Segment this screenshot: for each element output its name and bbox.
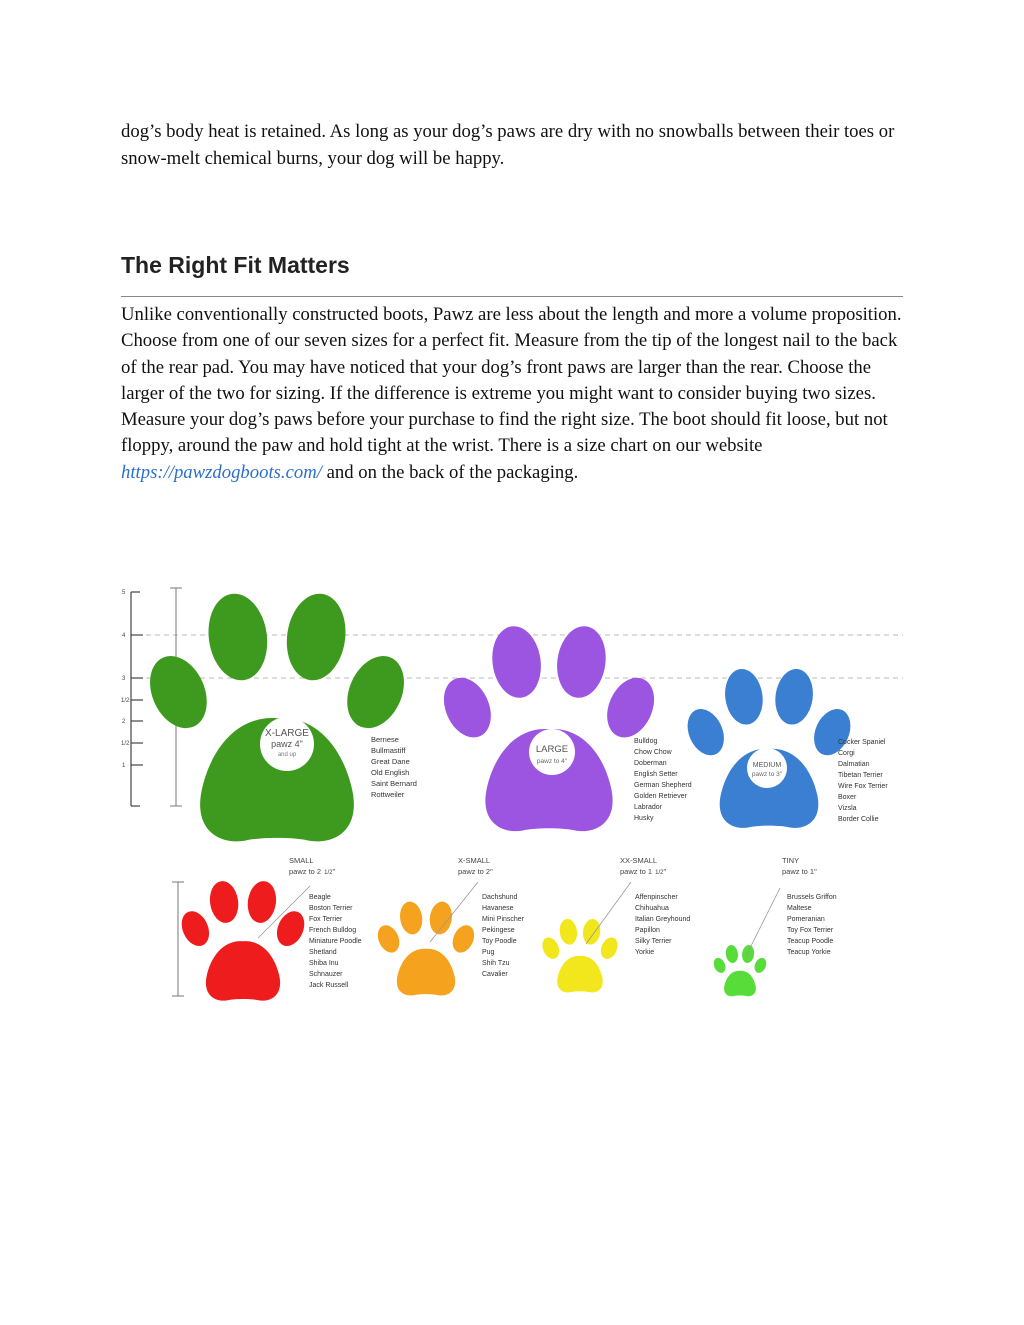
breed-name: Teacup Yorkie (787, 949, 831, 956)
breed-name: Dachshund (482, 894, 518, 901)
breed-name: Miniature Poodle (309, 938, 362, 945)
breed-name: Old English (371, 768, 410, 777)
small-size-range-text: pawz to 2 (289, 867, 322, 876)
xsmall-paw-icon (374, 900, 479, 995)
breed-name: French Bulldog (309, 927, 357, 934)
section-heading: The Right Fit Matters (121, 252, 350, 278)
breed-name: Cavalier (482, 971, 508, 978)
breed-name: Saint Bernard (371, 779, 417, 788)
body-text-part-2: and on the back of the packaging. (321, 461, 579, 483)
breed-name: Toy Fox Terrier (787, 927, 834, 934)
tiny-size-range: pawz to 1" (782, 867, 817, 876)
breed-name: Bulldog (634, 738, 658, 745)
breed-name: Italian Greyhound (635, 916, 691, 923)
breed-name: Fox Terrier (309, 916, 343, 923)
xsmall-size-range: pawz to 2" (458, 867, 493, 876)
breed-name: Boxer (838, 794, 857, 801)
ruler-tick-label: 1 (122, 763, 126, 769)
breed-name: Border Collie (838, 816, 879, 823)
breed-name: Corgi (838, 750, 855, 757)
ruler-labels (121, 590, 130, 769)
small-measure-line (172, 882, 184, 996)
breed-name: Pekingese (482, 927, 515, 934)
tiny-paw-icon (711, 944, 768, 996)
xlarge-paw-icon (139, 590, 415, 842)
breed-name: Pomeranian (787, 916, 825, 923)
breed-name: Mini Pinscher (482, 916, 525, 923)
breed-name: Doberman (634, 760, 667, 767)
xxsmall-size-unit: " (663, 867, 667, 876)
small-size-name: SMALL (289, 856, 314, 865)
body-text-part-1: Unlike conventionally constructed boots, Pawz are less about the length and more a volume proposition. Choose from one of our seven sizes for a perfect fit. Measure from the tip of the longest nail to the back of the rear pad. You may have noticed that your dog’s front paws are larger than the rear. Choose the larger of the two for sizing. If the difference is extreme you might want to consider buying two sizes. Measure your dog’s paws before your purchase to find the right size. The boot should fit loose, but not floppy, around the paw and hold tight at the wrist. There is a size chart on our website (121, 304, 902, 457)
body-paragraph (121, 302, 911, 486)
ruler-tick-label: 2 (122, 719, 126, 725)
breed-name: Brussels Griffon (787, 894, 837, 901)
small-size-fraction: 1/2 (324, 870, 333, 876)
ruler-tick-label: 1/2 (121, 741, 130, 747)
xxsmall-paw-icon (539, 918, 621, 993)
xxsmall-size-fraction: 1/2 (655, 870, 664, 876)
breed-name: Wire Fox Terrier (838, 783, 888, 790)
breed-name: Shih Tzu (482, 960, 510, 967)
ruler-tick-label: 4 (122, 633, 126, 639)
breed-name: Yorkie (635, 949, 655, 956)
xxsmall-pointer-line (586, 882, 631, 944)
breed-name: Pug (482, 949, 495, 956)
breed-name: Cocker Spaniel (838, 739, 886, 746)
breed-name: Schnauzer (309, 971, 343, 978)
breed-name: Affenpinscher (635, 894, 678, 901)
xsmall-breed-list (482, 894, 525, 978)
breed-name: Labrador (634, 804, 663, 811)
large-paw-icon (435, 623, 663, 831)
small-size-unit: " (332, 867, 336, 876)
tiny-breed-list (787, 894, 837, 956)
breed-name: Toy Poodle (482, 938, 517, 945)
breed-name: Shetland (309, 949, 337, 956)
breed-name: Havanese (482, 905, 514, 912)
breed-name: Silky Terrier (635, 938, 672, 945)
large-size-range: pawz to 4" (536, 758, 568, 765)
breed-name: English Setter (634, 771, 678, 778)
xlarge-size-name: X-LARGE (265, 728, 309, 739)
medium-paw-icon (681, 667, 858, 828)
breed-name: Golden Retriever (634, 793, 687, 800)
xxsmall-breed-list (635, 894, 690, 956)
ruler-tick-label: 3 (122, 676, 126, 682)
medium-breed-list (838, 739, 888, 823)
medium-size-name: MEDIUM (752, 762, 782, 769)
xxsmall-size-range (620, 867, 666, 876)
size-ruler (131, 592, 143, 806)
breed-name: Husky (634, 815, 654, 822)
tiny-pointer-line (746, 888, 780, 956)
breed-name: Chihuahua (635, 905, 669, 912)
breed-name: Boston Terrier (309, 905, 353, 912)
breed-name: Jack Russell (309, 982, 349, 989)
small-breed-list (309, 894, 362, 989)
breed-name: Shiba Inu (309, 960, 339, 967)
breed-name: German Shepherd (634, 782, 692, 789)
breed-name: Rottweiler (371, 790, 405, 799)
xlarge-size-note: and up (277, 752, 297, 758)
breed-name: Bullmastiff (371, 746, 406, 755)
breed-name: Chow Chow (634, 749, 672, 756)
ruler-tick-label: 5 (122, 590, 126, 596)
breed-name: Tibetan Terrier (838, 772, 883, 779)
xlarge-breed-list (371, 735, 417, 799)
xlarge-size-range: pawz 4" (271, 739, 303, 749)
breed-name: Maltese (787, 905, 812, 912)
breed-name: Papillon (635, 927, 660, 934)
website-link[interactable]: https://pawzdogboots.com/ (121, 461, 322, 483)
paw-size-chart (118, 580, 908, 1010)
tiny-size-name: TINY (782, 856, 800, 865)
breed-name: Dalmatian (838, 761, 870, 768)
breed-name: Vizsla (838, 805, 857, 812)
breed-name: Teacup Poodle (787, 938, 834, 945)
medium-size-range: pawz to 3" (751, 771, 783, 778)
section-divider (121, 296, 903, 297)
xxsmall-size-range-text: pawz to 1 (620, 867, 653, 876)
large-breed-list (634, 738, 692, 822)
breed-name: Bernese (371, 735, 399, 744)
large-size-name: LARGE (535, 744, 569, 755)
xsmall-size-name: X-SMALL (458, 856, 491, 865)
ruler-tick-label: 1/2 (121, 698, 130, 704)
breed-name: Beagle (309, 894, 331, 901)
xxsmall-size-name: XX-SMALL (620, 856, 658, 865)
breed-name: Great Dane (371, 757, 410, 766)
small-paw-icon (176, 879, 309, 1000)
intro-paragraph: dog’s body heat is retained. As long as your dog’s paws are dry with no snowballs between their toes or snow-melt chemical burns, your dog will be happy. (121, 121, 895, 169)
small-size-range (289, 867, 335, 876)
